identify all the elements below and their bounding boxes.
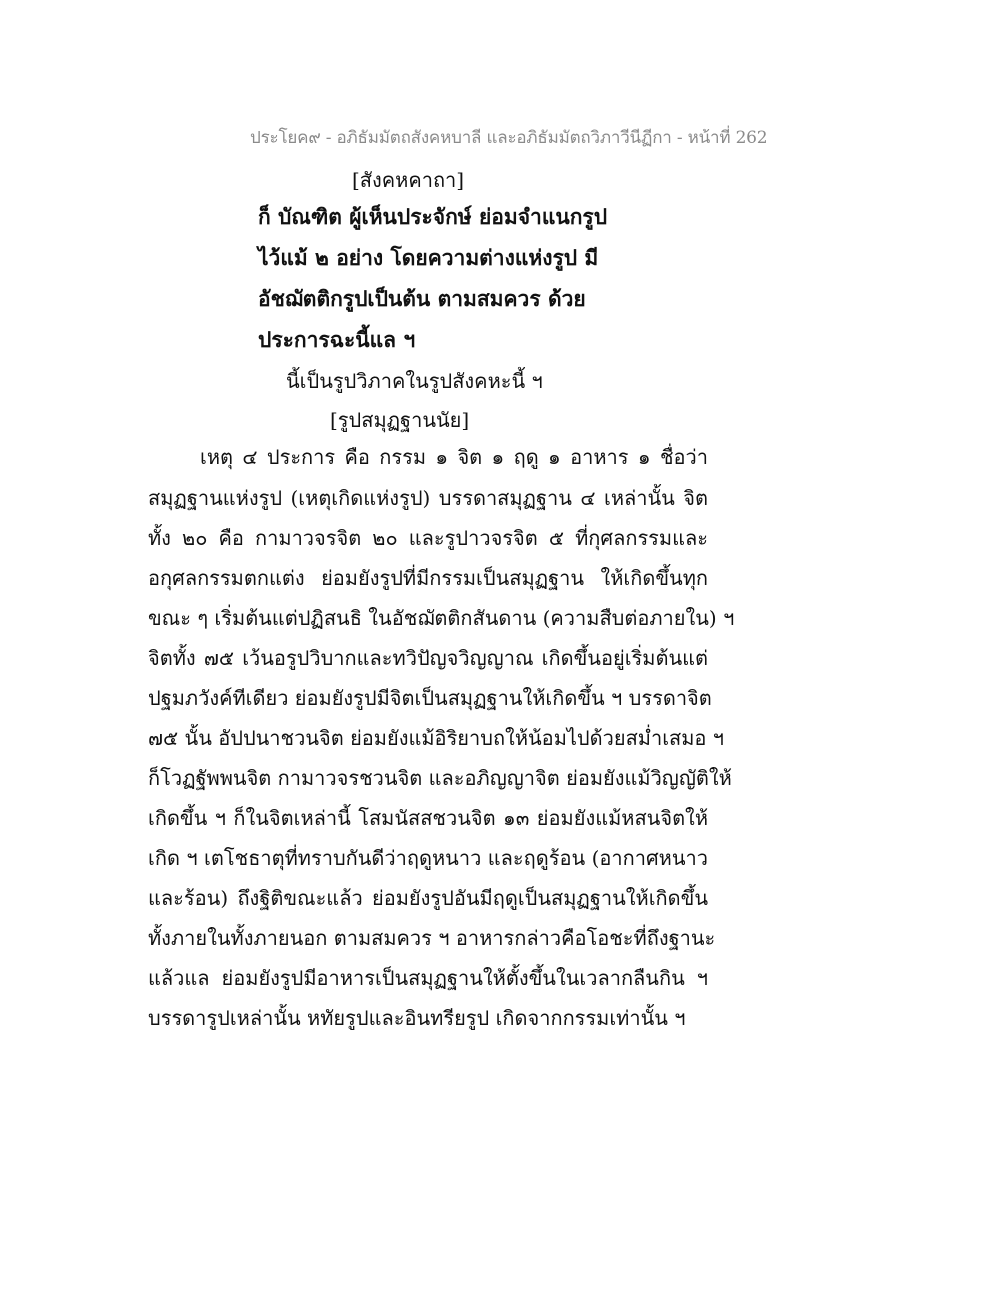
paragraph-line: ทั้ง ๒๐ คือ กามาวจรจิต ๒๐ และรูปาวจรจิต ๕ ที่กุศลกรรมและ [148,526,708,550]
paragraph-line: ก็โวฏฐัพพนจิต กามาวจรชวนจิต และอภิญญาจิต ย่อมยังแม้วิญญัติให้ [148,766,732,790]
section-heading-sangaha-gatha: [สังคหคาถา] [352,168,465,192]
verse-line: อัชฌัตติกรูปเป็นต้น ตามสมควร ด้วย [258,286,586,311]
verse-line: ประการฉะนี้แล ฯ [258,327,416,352]
paragraph-line: แล้วแล ย่อมยังรูปมีอาหารเป็นสมุฏฐานให้ตั้งขึ้นในเวลากลืนกิน ฯ [148,966,708,990]
paragraph-line: ขณะ ๆ เริ่มต้นแต่ปฏิสนธิ ในอัชฌัตติกสันดาน (ความสืบต่อภายใน) ฯ [148,606,735,630]
paragraph-line: เกิด ฯ เตโชธาตุที่ทราบกันดีว่าฤดูหนาว และฤดูร้อน (อากาศหนาว [148,846,708,870]
paragraph-line: สมุฏฐานแห่งรูป (เหตุเกิดแห่งรูป) บรรดาสมุฏฐาน ๔ เหล่านั้น จิต [148,486,708,510]
paragraph-line: ปฐมภวังค์ทีเดียว ย่อมยังรูปมีจิตเป็นสมุฏฐานให้เกิดขึ้น ฯ บรรดาจิต [148,686,712,710]
paragraph-line: เหตุ ๔ ประการ คือ กรรม ๑ จิต ๑ ฤดู ๑ อาหาร ๑ ชื่อว่า [200,445,708,469]
paragraph-line: ๗๕ นั้น อัปปนาชวนจิต ย่อมยังแม้อิริยาบถให้น้อมไปด้วยสม่ำเสมอ ฯ [148,726,725,750]
paragraph-line: อกุศลกรรมตกแต่ง ย่อมยังรูปที่มีกรรมเป็นสมุฏฐาน ให้เกิดขึ้นทุก [148,566,708,590]
page-header: ประโยค๙ - อภิธัมมัตถสังคหบาลี และอภิธัมมัตถวิภาวีนีฏีกา - หน้าที่ 262 [250,128,768,148]
verse-line: ก็ บัณฑิต ผู้เห็นประจักษ์ ย่อมจำแนกรูป [258,204,608,229]
section-closing-line: นี้เป็นรูปวิภาคในรูปสังคหะนี้ ฯ [286,369,543,393]
paragraph-line: จิตทั้ง ๗๕ เว้นอรูปวิบากและทวิปัญจวิญญาณ เกิดขึ้นอยู่เริ่มต้นแต่ [148,646,708,670]
paragraph-line: บรรดารูปเหล่านั้น หทัยรูปและอินทรียรูป เกิดจากกรรมเท่านั้น ฯ [148,1006,686,1030]
paragraph-line: ทั้งภายในทั้งภายนอก ตามสมควร ฯ อาหารกล่าวคือโอชะที่ถึงฐานะ [148,926,716,950]
verse-line: ไว้แม้ ๒ อย่าง โดยความต่างแห่งรูป มี [258,245,599,270]
section-heading-rupa-samutthana: [รูปสมุฏฐานนัย] [330,408,470,432]
paragraph-line: และร้อน) ถึงฐิติขณะแล้ว ย่อมยังรูปอันมีฤดูเป็นสมุฏฐานให้เกิดขึ้น [148,886,708,910]
paragraph-line: เกิดขึ้น ฯ ก็ในจิตเหล่านี้ โสมนัสสชวนจิต ๑๓ ย่อมยังแม้หสนจิตให้ [148,806,708,830]
